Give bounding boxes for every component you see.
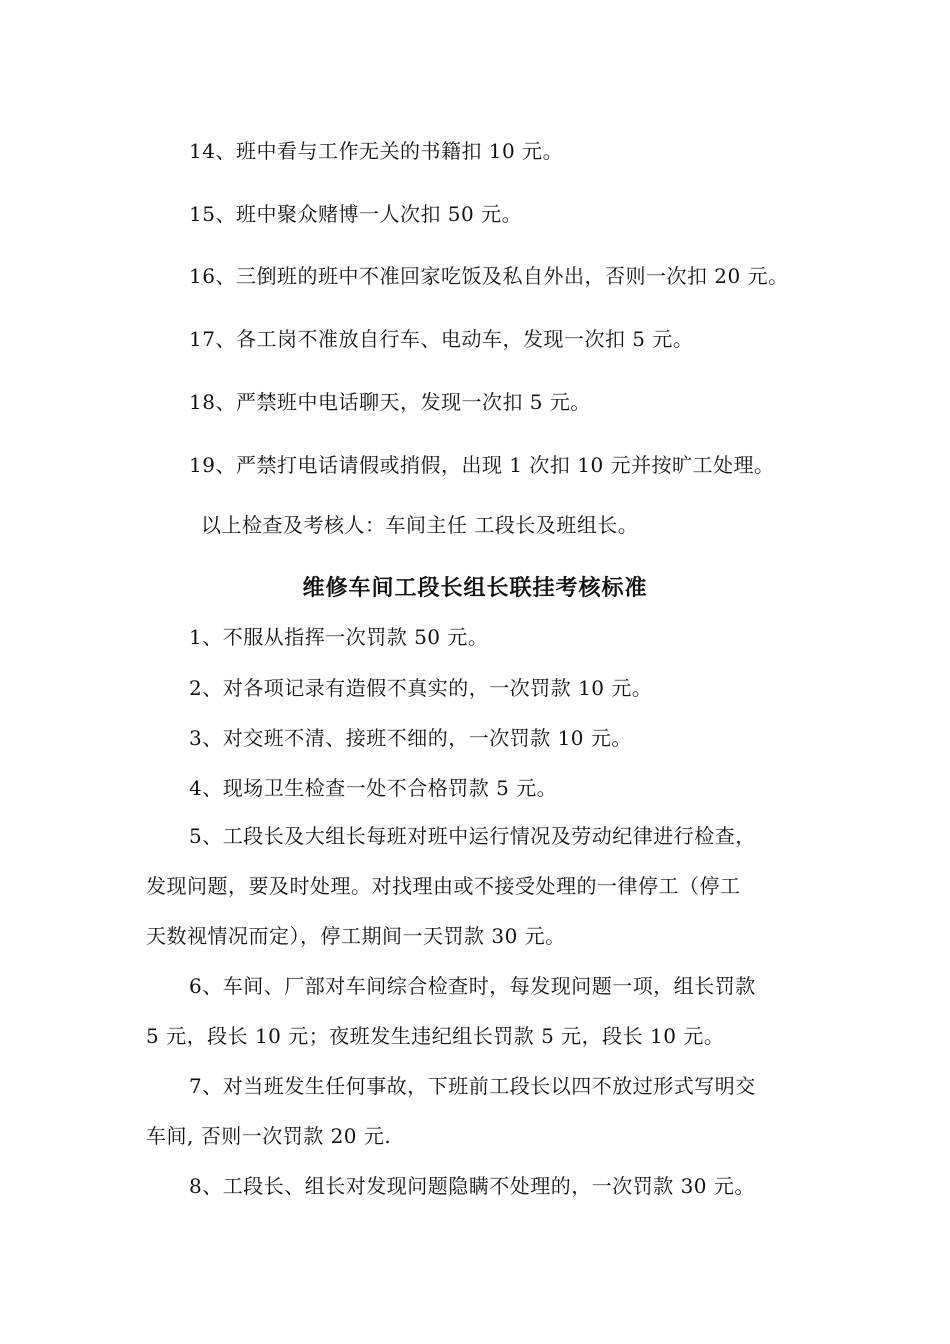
standard-item-6-line-2: 5 元，段长 10 元；夜班发生违纪组长罚款 5 元，段长 10 元。 [146,1024,725,1048]
standard-item-2: 2、对各项记录有造假不真实的，一次罚款 10 元。 [189,676,653,700]
standard-item-5-line-1: 5、工段长及大组长每班对班中运行情况及劳动纪律进行检查， [189,824,756,848]
rule-item-17: 17、各工岗不准放自行车、电动车，发现一次扣 5 元。 [189,327,694,351]
rule-item-18: 18、严禁班中电话聊天，发现一次扣 5 元。 [189,390,591,414]
rule-item-15: 15、班中聚众赌博一人次扣 50 元。 [189,202,523,226]
inspector-note: 以上检查及考核人：车间主任 工段长及班组长。 [201,513,639,537]
standard-item-7-line-2: 车间, 否则一次罚款 20 元. [146,1124,392,1148]
rule-item-16: 16、三倒班的班中不准回家吃饭及私自外出，否则一次扣 20 元。 [189,264,789,288]
rule-item-14: 14、班中看与工作无关的书籍扣 10 元。 [189,139,564,163]
standard-item-1: 1、不服从指挥一次罚款 50 元。 [189,625,489,649]
standard-item-5-line-3: 天数视情况而定），停工期间一天罚款 30 元。 [146,924,566,948]
standard-item-5-line-2: 发现问题，要及时处理。对找理由或不接受处理的一律停工（停工 [146,874,741,898]
standard-item-3: 3、对交班不清、接班不细的，一次罚款 10 元。 [189,726,632,750]
section-title: 维修车间工段长组长联挂考核标准 [302,576,648,601]
standard-item-4: 4、现场卫生检查一处不合格罚款 5 元。 [189,776,558,800]
rule-item-19: 19、严禁打电话请假或捎假，出现 1 次扣 10 元并按旷工处理。 [189,453,775,477]
standard-item-6-line-1: 6、车间、厂部对车间综合检查时，每发现问题一项，组长罚款 [189,974,756,998]
standard-item-7-line-1: 7、对当班发生任何事故，下班前工段长以四不放过形式写明交 [189,1074,756,1098]
standard-item-8: 8、工段长、组长对发现问题隐瞒不处理的，一次罚款 30 元。 [189,1174,755,1198]
